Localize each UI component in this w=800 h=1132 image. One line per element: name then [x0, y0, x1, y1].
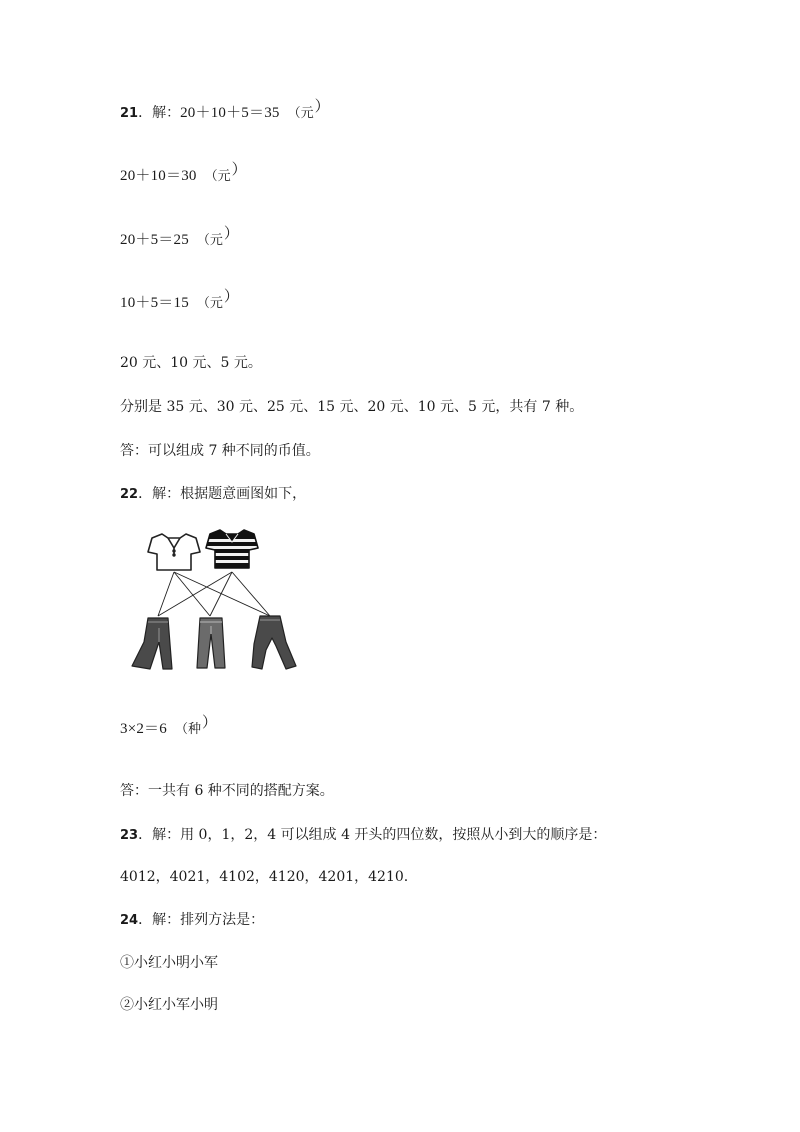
q23-text: ．解：用 0，1，2，4 可以组成 4 开头的四位数，按照从小到大的顺序是： [138, 827, 607, 843]
pants-icon [197, 618, 225, 668]
white-shirt-icon [148, 534, 200, 570]
q24-heading [120, 910, 264, 931]
q24-number: 24 [120, 913, 139, 928]
q21-prefix: ．解： [138, 105, 181, 121]
pants-icon [132, 618, 172, 669]
q21-unit-3: （元） [196, 224, 239, 248]
q21-equation-2-line [120, 160, 247, 187]
q21-number: 21 [120, 106, 139, 121]
q23-number: 23 [120, 828, 139, 843]
q22-equation: 3×2＝6 [120, 721, 167, 737]
q21-equation-3: 20＋5＝25 [120, 232, 189, 248]
striped-shirt-icon [204, 530, 264, 568]
q23-numbers: 4012，4021，4102，4120，4201，4210. [120, 869, 409, 885]
q24-text: ．解：排列方法是： [138, 912, 265, 928]
q21-equation-3-line [120, 224, 239, 251]
q21-values-line: 20 元、10 元、5 元。 [120, 355, 262, 371]
q21-answer: 答：可以组成 7 种不同的币值。 [120, 443, 320, 459]
q21-unit-2: （元） [204, 160, 247, 184]
q21-equation-4-line [120, 287, 239, 314]
q23-heading [120, 825, 606, 846]
q22-unit: （种） [174, 713, 217, 737]
q22-text: ．解：根据题意画图如下， [138, 486, 307, 502]
q21-equation-1: 20＋10＋5＝35 [180, 105, 280, 121]
q21-equation-2: 20＋10＝30 [120, 168, 197, 184]
matching-lines [158, 572, 270, 616]
q21-list-line: 分别是 35 元、30 元、25 元、15 元、20 元、10 元、5 元，共有 7 种。 [120, 399, 584, 415]
q21-heading [120, 97, 330, 124]
q24-item-1: ①小红小明小军 [120, 955, 218, 971]
q22-answer: 答：一共有 6 种不同的搭配方案。 [120, 783, 334, 799]
q22-equation-line [120, 713, 217, 740]
clothing-matching-figure [126, 524, 302, 674]
q21-unit-1: （元） [287, 97, 330, 121]
pants-icon [252, 616, 296, 669]
q24-item-2: ②小红小军小明 [120, 997, 218, 1013]
q21-equation-4: 10＋5＝15 [120, 295, 189, 311]
q21-unit-4: （元） [196, 287, 239, 311]
q22-number: 22 [120, 487, 139, 502]
q22-heading [120, 484, 306, 505]
